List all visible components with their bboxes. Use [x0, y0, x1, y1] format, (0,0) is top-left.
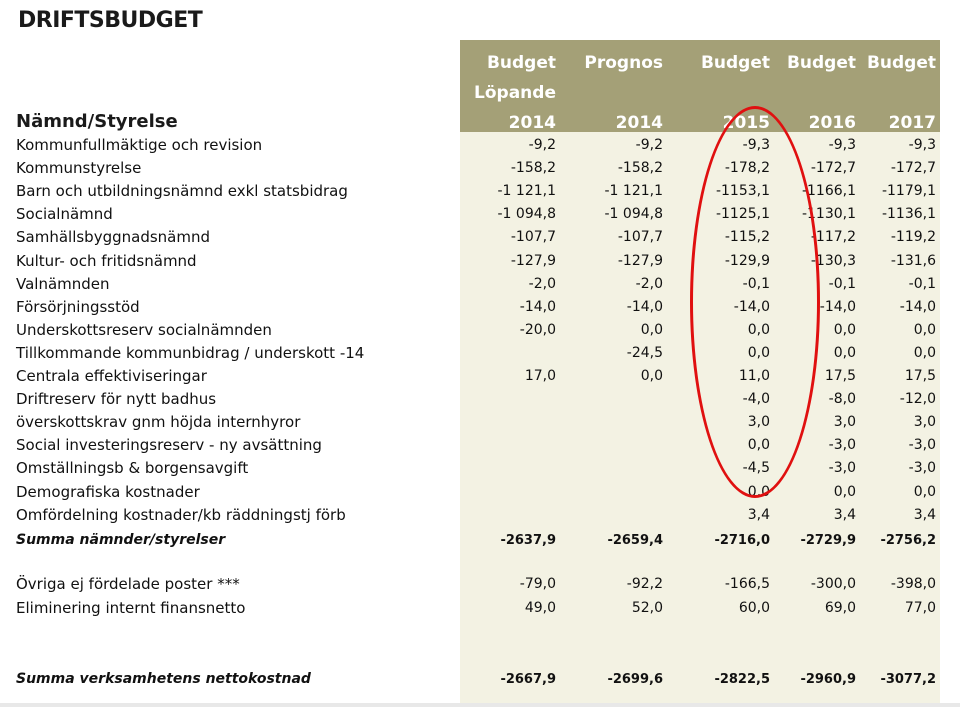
row-value: -115,2	[724, 229, 770, 245]
row-value: -1153,1	[715, 183, 770, 199]
col-header-5-line1: Budget	[866, 53, 936, 73]
row-value: -14,0	[819, 299, 856, 315]
row-value: 0,0	[913, 322, 936, 338]
row-label: Socialnämnd	[16, 205, 113, 223]
col-header-2-year: 2014	[615, 113, 663, 133]
table-row	[0, 319, 960, 342]
col-header-5-year: 2017	[888, 113, 936, 133]
table-row	[0, 226, 960, 249]
row-value: -3077,2	[880, 672, 936, 687]
row-value: -300,0	[810, 576, 856, 592]
row-value: -9,3	[908, 137, 936, 153]
row-value: 3,4	[833, 507, 856, 523]
row-label: Samhällsbyggnadsnämnd	[16, 228, 210, 246]
row-value: -14,0	[899, 299, 936, 315]
row-value: -3,0	[908, 437, 936, 453]
row-value: -2637,9	[500, 533, 556, 548]
table-row	[0, 273, 960, 296]
row-label: Underskottsreserv socialnämnden	[16, 321, 272, 339]
row-value: 0,0	[747, 484, 770, 500]
row-value: -107,7	[510, 229, 556, 245]
table-row	[0, 434, 960, 457]
row-value: -1 121,1	[497, 183, 556, 199]
row-label: Social investeringsreserv - ny avsättning	[16, 436, 322, 454]
row-value: 0,0	[913, 484, 936, 500]
row-value: -9,2	[635, 137, 663, 153]
row-value: -3,0	[828, 437, 856, 453]
row-value: -2756,2	[880, 533, 936, 548]
row-value: -4,0	[742, 391, 770, 407]
table-row	[0, 504, 960, 527]
table-row	[0, 342, 960, 365]
row-value: -0,1	[828, 276, 856, 292]
row-label: Centrala effektiviseringar	[16, 367, 207, 385]
row-value: -127,9	[617, 253, 663, 269]
table-row	[0, 180, 960, 203]
row-label: Omställningsb & borgensavgift	[16, 459, 249, 477]
row-value: -12,0	[899, 391, 936, 407]
col-header-2-line1: Prognos	[584, 53, 663, 73]
row-label: Valnämnden	[16, 275, 110, 293]
row-value: -9,2	[528, 137, 556, 153]
row-label: Övriga ej fördelade poster ***	[16, 575, 240, 593]
page-title: DRIFTSBUDGET	[18, 8, 203, 33]
row-value: -398,0	[890, 576, 936, 592]
table-row	[0, 250, 960, 273]
row-value: -9,3	[742, 137, 770, 153]
row-label: Kultur- och fritidsnämnd	[16, 252, 197, 270]
table-row	[0, 597, 960, 620]
table-row	[0, 203, 960, 226]
row-value: 0,0	[747, 345, 770, 361]
row-label: Kommunfullmäktige och revision	[16, 136, 263, 154]
table-row	[0, 365, 960, 388]
row-value: -129,9	[724, 253, 770, 269]
col-header-4-year: 2016	[808, 113, 856, 133]
row-value: -1 094,8	[604, 206, 663, 222]
row-value: -14,0	[519, 299, 556, 315]
row-value: -130,3	[810, 253, 856, 269]
col-header-3-year: 2015	[722, 113, 770, 133]
col-header-1-line1: Budget	[486, 53, 556, 73]
row-value: 0,0	[640, 368, 663, 384]
row-label: Demografiska kostnader	[16, 483, 200, 501]
row-value: -2729,9	[800, 533, 856, 548]
table-row	[0, 573, 960, 596]
row-value: -79,0	[519, 576, 556, 592]
row-value: -2822,5	[714, 672, 770, 687]
row-value: -3,0	[908, 460, 936, 476]
row-value: -2699,6	[607, 672, 663, 687]
row-value: -172,7	[810, 160, 856, 176]
row-value: 3,0	[833, 414, 856, 430]
row-value: 3,0	[747, 414, 770, 430]
row-value: -24,5	[626, 345, 663, 361]
row-label: Summa verksamhetens nettokostnad	[16, 671, 311, 687]
row-value: 0,0	[833, 345, 856, 361]
row-value: -1125,1	[715, 206, 770, 222]
row-label: Driftreserv för nytt badhus	[16, 390, 217, 408]
row-value: 60,0	[738, 600, 770, 616]
row-value: -131,6	[890, 253, 936, 269]
table-row	[0, 529, 960, 552]
row-value: -2667,9	[500, 672, 556, 687]
row-value: -107,7	[617, 229, 663, 245]
row-value: -20,0	[519, 322, 556, 338]
row-value: 0,0	[913, 345, 936, 361]
row-label: Barn och utbildningsnämnd exkl statsbidrag	[16, 182, 348, 200]
table-row	[0, 411, 960, 434]
row-value: -1 094,8	[497, 206, 556, 222]
row-label: Omfördelning kostnader/kb räddningstj förb	[16, 506, 346, 524]
table-row	[0, 388, 960, 411]
row-value: -2960,9	[800, 672, 856, 687]
table-row	[0, 157, 960, 180]
row-value: -0,1	[908, 276, 936, 292]
table-row	[0, 134, 960, 157]
row-value: 49,0	[524, 600, 556, 616]
row-value: -117,2	[810, 229, 856, 245]
row-value: 17,0	[524, 368, 556, 384]
row-value: -2,0	[528, 276, 556, 292]
row-value: -158,2	[510, 160, 556, 176]
row-value: 17,5	[824, 368, 856, 384]
row-value: 0,0	[640, 322, 663, 338]
row-value: -119,2	[890, 229, 936, 245]
row-value: -4,5	[742, 460, 770, 476]
col-header-1-year: 2014	[508, 113, 556, 133]
row-value: -172,7	[890, 160, 936, 176]
row-value: -2659,4	[607, 533, 663, 548]
table-row	[0, 668, 960, 691]
row-value: -166,5	[724, 576, 770, 592]
row-value: -92,2	[626, 576, 663, 592]
row-value: 11,0	[738, 368, 770, 384]
row-value: -14,0	[733, 299, 770, 315]
row-value: 52,0	[631, 600, 663, 616]
row-label: överskottskrav gnm höjda internhyror	[16, 413, 301, 431]
row-value: -2,0	[635, 276, 663, 292]
row-value: 77,0	[904, 600, 936, 616]
row-value: 3,0	[913, 414, 936, 430]
row-value: -127,9	[510, 253, 556, 269]
row-value: -1 121,1	[604, 183, 663, 199]
row-value: 0,0	[747, 437, 770, 453]
row-value: -9,3	[828, 137, 856, 153]
col-header-4-line1: Budget	[786, 53, 856, 73]
row-value: 69,0	[824, 600, 856, 616]
row-label: Eliminering internt finansnetto	[16, 599, 246, 617]
row-value: 0,0	[833, 322, 856, 338]
row-value: 3,4	[747, 507, 770, 523]
col-header-1-line2: Löpande	[474, 83, 556, 103]
row-label: Försörjningsstöd	[16, 298, 140, 316]
bottom-border	[0, 703, 960, 707]
row-label: Kommunstyrelse	[16, 159, 142, 177]
row-value: -2716,0	[714, 533, 770, 548]
col-header-3-line1: Budget	[700, 53, 770, 73]
row-value: -158,2	[617, 160, 663, 176]
row-value: -178,2	[724, 160, 770, 176]
row-value: -3,0	[828, 460, 856, 476]
row-label: Tillkommande kommunbidrag / underskott -14	[16, 344, 365, 362]
table-row	[0, 296, 960, 319]
row-value: -0,1	[742, 276, 770, 292]
row-label: Summa nämnder/styrelser	[16, 532, 226, 548]
row-value: 0,0	[747, 322, 770, 338]
row-value: 3,4	[913, 507, 936, 523]
row-value: 17,5	[904, 368, 936, 384]
table-row	[0, 457, 960, 480]
row-value: -1130,1	[801, 206, 856, 222]
table-row	[0, 481, 960, 504]
row-value: -14,0	[626, 299, 663, 315]
row-value: 0,0	[833, 484, 856, 500]
row-value: -1179,1	[881, 183, 936, 199]
row-value: -1136,1	[881, 206, 936, 222]
row-header-label: Nämnd/Styrelse	[16, 111, 178, 132]
row-value: -1166,1	[801, 183, 856, 199]
row-value: -8,0	[828, 391, 856, 407]
